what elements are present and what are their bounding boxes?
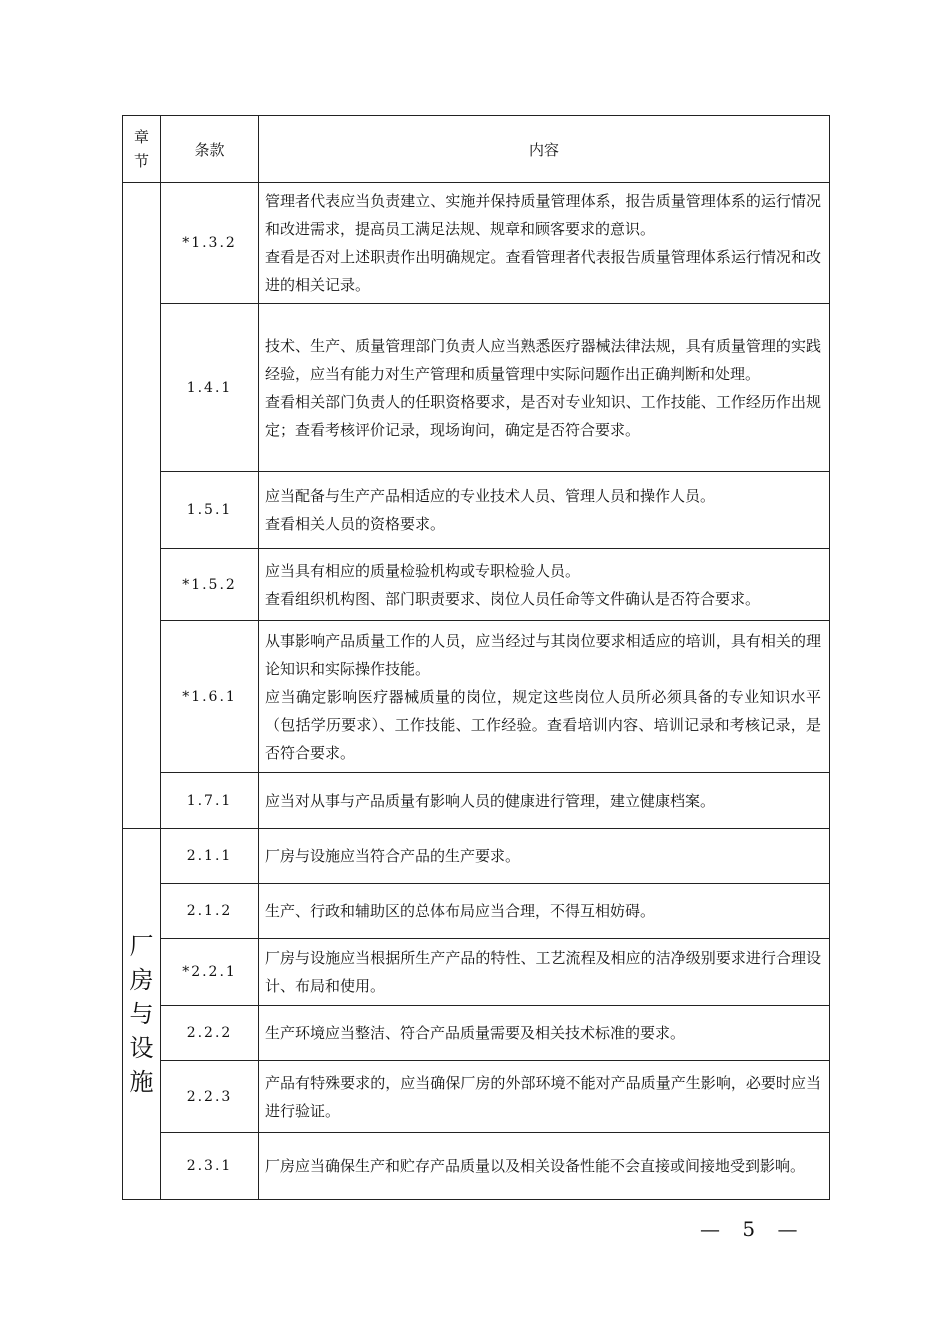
content-paragraph: 厂房与设施应当符合产品的生产要求。	[265, 847, 521, 865]
requirements-table	[122, 115, 830, 1200]
clause-cell: 1.7.1	[161, 773, 259, 829]
header-content: 内容	[259, 116, 830, 183]
clause-cell: 2.1.1	[161, 829, 259, 884]
table-row	[123, 621, 830, 773]
content-paragraph: 管理者代表应当负责建立、实施并保持质量管理体系，报告质量管理体系的运行情况和改进需求，提高员工满足法规、规章和顾客要求的意识。	[265, 192, 821, 238]
table-row	[123, 472, 830, 549]
page-number: — 5 —	[700, 1217, 806, 1241]
content-paragraph: 查看是否对上述职责作出明确规定。查看管理者代表报告质量管理体系运行情况和改进的相关记录。	[265, 248, 821, 294]
table-row	[123, 939, 830, 1006]
header-clause: 条款	[161, 116, 259, 183]
header-chapter: 章节	[123, 116, 161, 183]
table-row	[123, 183, 830, 304]
clause-cell: 2.2.2	[161, 1006, 259, 1061]
clause-cell: 1.5.1	[161, 472, 259, 549]
content-paragraph: 厂房应当确保生产和贮存产品质量以及相关设备性能不会直接或间接地受到影响。	[265, 1157, 806, 1175]
content-cell	[259, 472, 830, 549]
content-paragraph: 生产、行政和辅助区的总体布局应当合理，不得互相妨碍。	[265, 902, 656, 920]
content-paragraph: 应当确定影响医疗器械质量的岗位，规定这些岗位人员所必须具备的专业知识水平（包括学历要求）、工作技能、工作经验。查看培训内容、培训记录和考核记录，是否符合要求。	[265, 687, 821, 762]
content-paragraph: 查看相关部门负责人的任职资格要求，是否对专业知识、工作技能、工作经历作出规定；查看考核评价记录，现场询问，确定是否符合要求。	[265, 392, 821, 439]
table-row	[123, 884, 830, 939]
table-row	[123, 304, 830, 472]
content-cell	[259, 829, 830, 884]
clause-cell: *1.6.1	[161, 621, 259, 773]
table-row	[123, 773, 830, 829]
chapter-cell-facilities	[123, 829, 161, 1200]
chapter-cell-personnel	[123, 183, 161, 829]
content-cell	[259, 549, 830, 621]
content-paragraph: 生产环境应当整洁、符合产品质量需要及相关技术标准的要求。	[265, 1024, 686, 1042]
content-cell	[259, 183, 830, 304]
content-cell	[259, 304, 830, 472]
content-paragraph: 查看组织机构图、部门职责要求、岗位人员任命等文件确认是否符合要求。	[265, 589, 761, 608]
content-cell	[259, 1006, 830, 1061]
content-paragraph: 产品有特殊要求的，应当确保厂房的外部环境不能对产品质量产生影响，必要时应当进行验证。	[265, 1073, 821, 1120]
content-cell	[259, 1061, 830, 1133]
content-paragraph: 应当配备与生产产品相适应的专业技术人员、管理人员和操作人员。	[265, 487, 716, 505]
clause-cell: *1.5.2	[161, 549, 259, 621]
table-row	[123, 829, 830, 884]
content-cell	[259, 884, 830, 939]
clause-cell: *2.2.1	[161, 939, 259, 1006]
content-paragraph: 应当对从事与产品质量有影响人员的健康进行管理，建立健康档案。	[265, 791, 716, 810]
content-cell	[259, 621, 830, 773]
table-header-row	[123, 116, 830, 183]
content-paragraph: 从事影响产品质量工作的人员，应当经过与其岗位要求相适应的培训，具有相关的理论知识和实际操作技能。	[265, 631, 821, 678]
clause-cell: 2.3.1	[161, 1133, 259, 1200]
content-paragraph: 查看相关人员的资格要求。	[265, 515, 446, 533]
clause-cell: 2.2.3	[161, 1061, 259, 1133]
table-row	[123, 1133, 830, 1200]
content-paragraph: 厂房与设施应当根据所生产产品的特性、工艺流程及相应的洁净级别要求进行合理设计、布局和使用。	[265, 949, 821, 995]
chapter-title: 厂房与设施	[129, 932, 154, 1096]
content-cell	[259, 773, 830, 829]
table-row	[123, 1006, 830, 1061]
table-row	[123, 1061, 830, 1133]
table-row	[123, 549, 830, 621]
clause-cell: *1.3.2	[161, 183, 259, 304]
content-cell	[259, 1133, 830, 1200]
content-cell	[259, 939, 830, 1006]
clause-cell: 2.1.2	[161, 884, 259, 939]
content-paragraph: 技术、生产、质量管理部门负责人应当熟悉医疗器械法律法规，具有质量管理的实践经验，应当有能力对生产管理和质量管理中实际问题作出正确判断和处理。	[265, 336, 821, 383]
content-paragraph: 应当具有相应的质量检验机构或专职检验人员。	[265, 561, 581, 580]
clause-cell: 1.4.1	[161, 304, 259, 472]
